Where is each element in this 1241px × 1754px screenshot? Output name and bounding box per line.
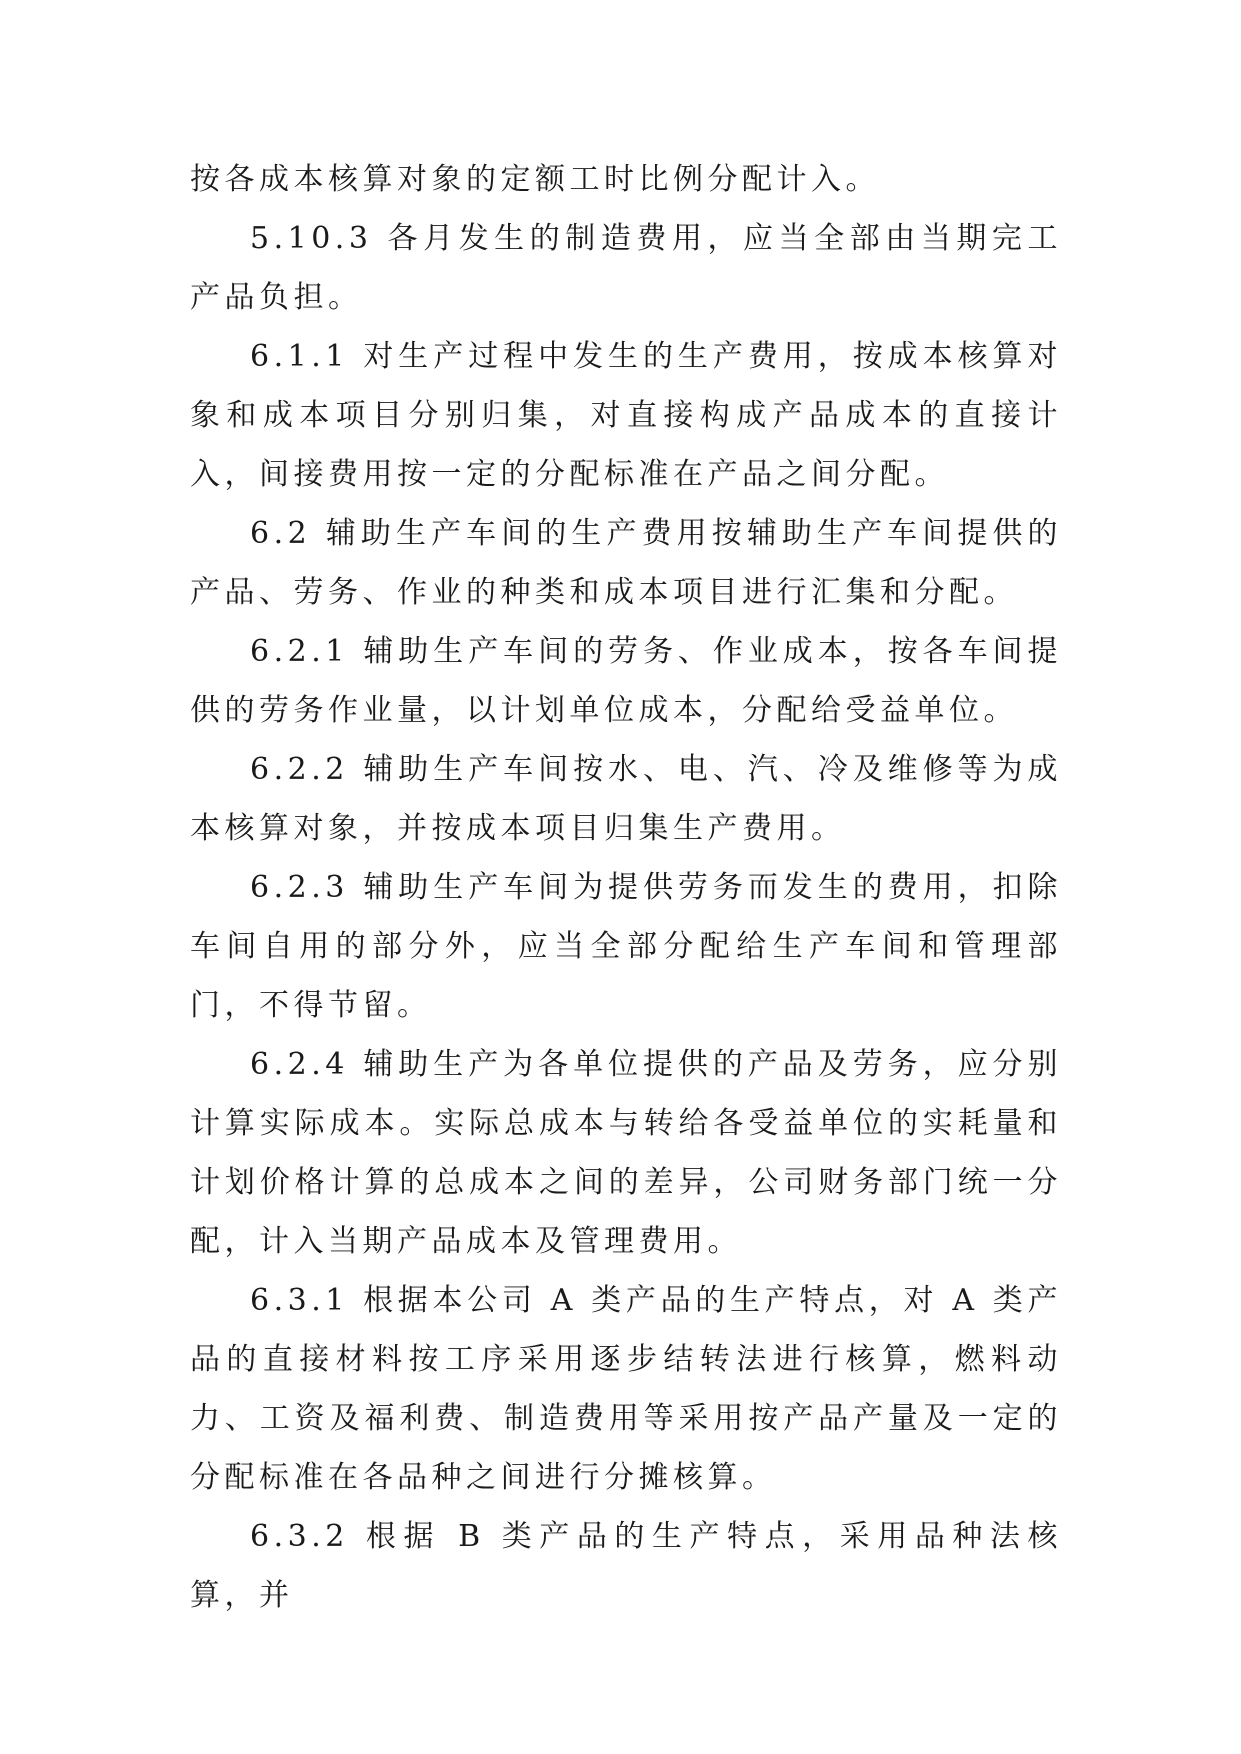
document-body — [190, 150, 1062, 1625]
paragraph-continuation: 按各成本核算对象的定额工时比例分配计入。 — [190, 162, 880, 197]
paragraph-6-3-1: 6.3.1 根据本公司 A 类产品的生产特点，对 A 类产品的直接材料按工序采用逐步结转法进行核算，燃料动力、工资及福利费、制造费用等采用按产品产量及一定的分配标准在各品种之间进行分摊核算。 — [190, 1283, 1062, 1495]
paragraph-6-3-2: 6.3.2 根据 B 类产品的生产特点，采用品种法核算，并 — [190, 1519, 1062, 1613]
paragraph-6-2-2: 6.2.2 辅助生产车间按水、电、汽、冷及维修等为成本核算对象，并按成本项目归集生产费用。 — [190, 752, 1062, 846]
paragraph-6-2-4: 6.2.4 辅助生产为各单位提供的产品及劳务，应分别计算实际成本。实际总成本与转给各受益单位的实耗量和计划价格计算的总成本之间的差异，公司财务部门统一分配，计入当期产品成本及管理费用。 — [190, 1047, 1062, 1259]
paragraph-5-10-3: 5.10.3 各月发生的制造费用，应当全部由当期完工产品负担。 — [190, 221, 1062, 315]
paragraph-6-1-1: 6.1.1 对生产过程中发生的生产费用，按成本核算对象和成本项目分别归集，对直接构成产品成本的直接计入，间接费用按一定的分配标准在产品之间分配。 — [190, 339, 1062, 492]
paragraph-6-2: 6.2 辅助生产车间的生产费用按辅助生产车间提供的产品、劳务、作业的种类和成本项目进行汇集和分配。 — [190, 516, 1062, 610]
paragraph-6-2-1: 6.2.1 辅助生产车间的劳务、作业成本，按各车间提供的劳务作业量，以计划单位成本，分配给受益单位。 — [190, 634, 1062, 728]
paragraph-6-2-3: 6.2.3 辅助生产车间为提供劳务而发生的费用，扣除车间自用的部分外，应当全部分配给生产车间和管理部门，不得节留。 — [190, 870, 1062, 1023]
